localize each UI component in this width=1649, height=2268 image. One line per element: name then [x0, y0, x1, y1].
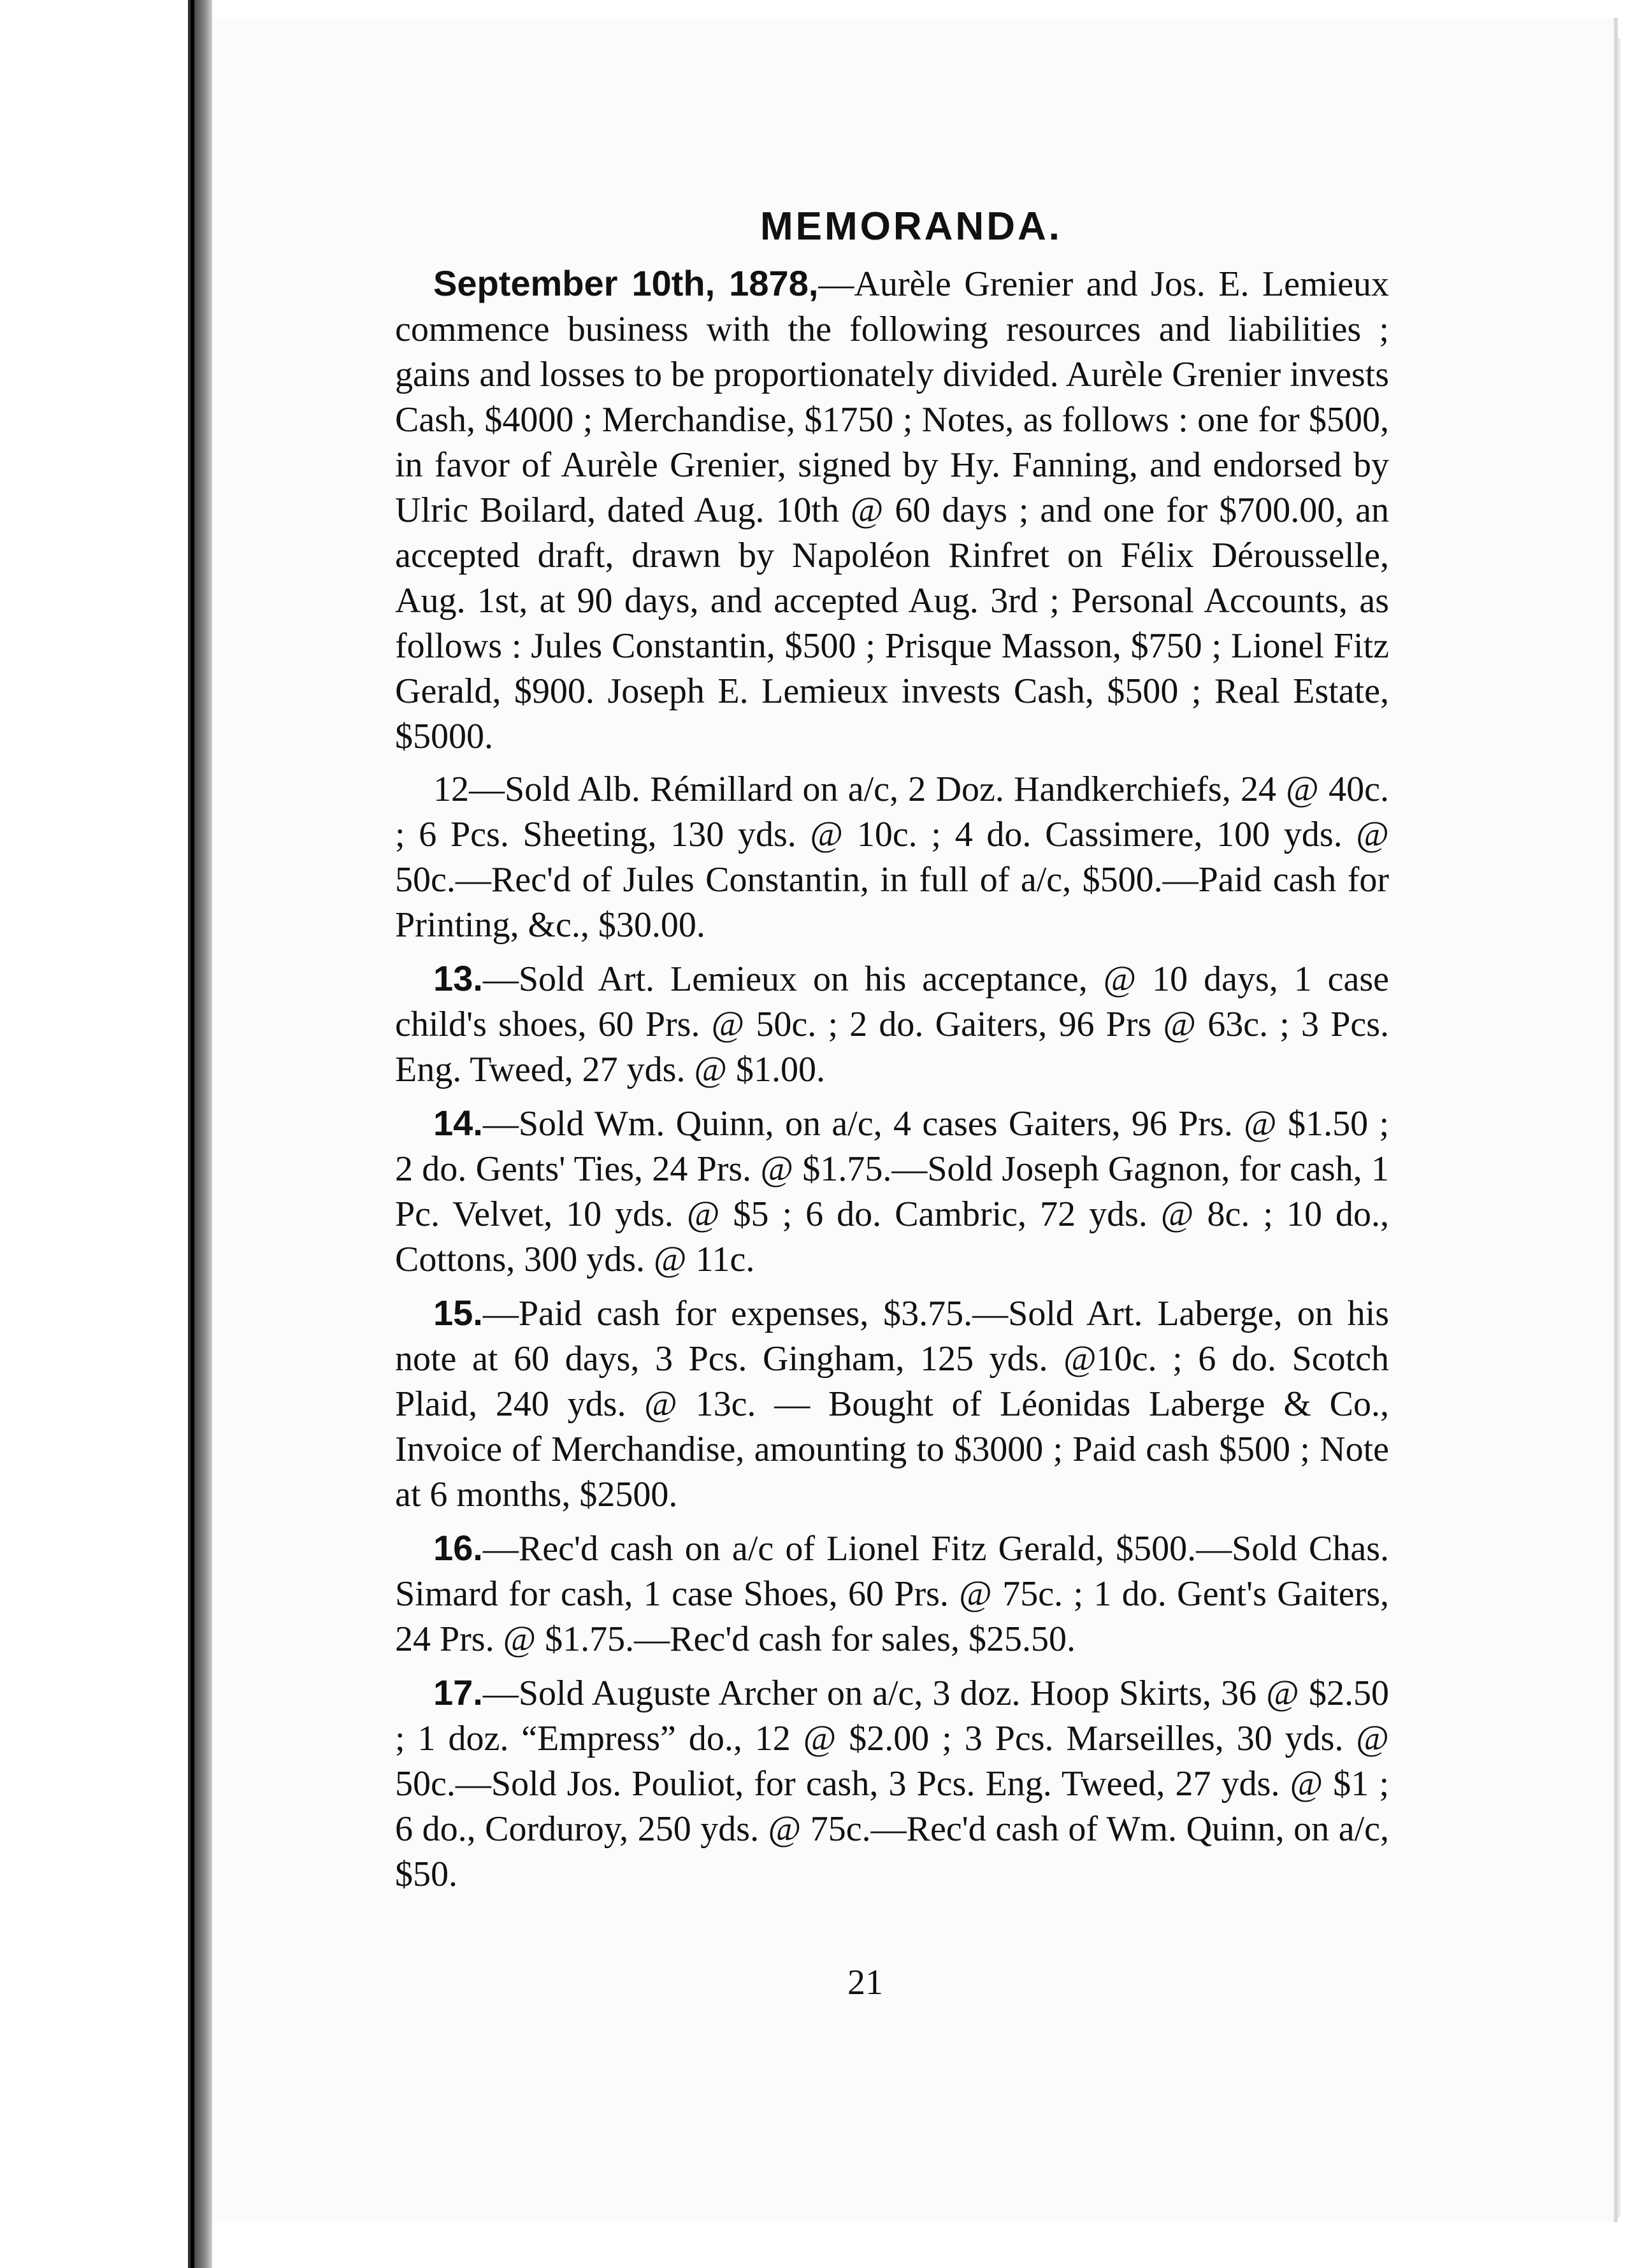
memo-entry	[395, 1670, 1389, 1897]
page-content	[395, 204, 1389, 1905]
facing-page-edge	[0, 0, 191, 2268]
entry-date: 16.	[433, 1528, 483, 1568]
entry-date: September 10th, 1878,	[433, 263, 819, 303]
entry-text: —Sold Art. Lemieux on his acceptance, @ 10 days, 1 case child's shoes, 60 Prs. @ 50c. ; 2 do. Gaiters, 96 Prs @ 63c. ; 3 Pcs. Eng. Tweed, 27 yds. @ $1.00.	[395, 959, 1389, 1089]
memo-entry	[395, 261, 1389, 759]
entry-text: —Rec'd cash on a/c of Lionel Fitz Gerald, $500.—Sold Chas. Simard for cash, 1 case Shoes, 60 Prs. @ 75c. ; 1 do. Gent's Gaiters, 24 Prs. @ $1.75.—Rec'd cash for sales, $25.50.	[395, 1529, 1389, 1659]
entry-text: —Aurèle Grenier and Jos. E. Lemieux commence business with the following resources and liabilities ; gains and losses to be proportionately divided. Aurèle Grenier invests Cash, $4000 ; Merchandise, $1750 ; Notes, as follows : one for $500, in favor of Aurèle Grenier, signed by Hy. Fanning, and endorsed by Ulric Boilard, dated Aug. 10th @ 60 days ; and one for $700.00, an accepted draft, drawn by Napoléon Rinfret on Félix Dérousselle, Aug. 1st, at 90 days, and accepted Aug. 3rd ; Personal Accounts, as follows : Jules Constantin, $500 ; Prisque Masson, $750 ; Lionel Fitz Gerald, $900. Joseph E. Lemieux invests Cash, $500 ; Real Estate, $5000.	[395, 264, 1389, 756]
book-gutter	[188, 0, 212, 2268]
entry-text: —Sold Wm. Quinn, on a/c, 4 cases Gaiters, 96 Prs. @ $1.50 ; 2 do. Gents' Ties, 24 Prs. @ $1.75.—Sold Joseph Gagnon, for cash, 1 Pc. Velvet, 10 yds. @ $5 ; 6 do. Cambric, 72 yds. @ 8c. ; 10 do., Cottons, 300 yds. @ 11c.	[395, 1104, 1389, 1279]
memo-entry	[395, 1525, 1389, 1662]
memo-entry	[395, 1100, 1389, 1282]
entry-text: —Sold Alb. Rémillard on a/c, 2 Doz. Handkerchiefs, 24 @ 40c. ; 6 Pcs. Sheeting, 130 yds. @ 10c. ; 4 do. Cassimere, 100 yds. @ 50c.—Rec'd of Jules Constantin, in full of a/c, $500.—Paid cash for Printing, &c., $30.00.	[395, 770, 1389, 945]
page-number: 21	[847, 1963, 883, 2002]
entry-text: —Sold Auguste Archer on a/c, 3 doz. Hoop Skirts, 36 @ $2.50 ; 1 doz. “Empress” do., 12 @ $2.00 ; 3 Pcs. Marseilles, 30 yds. @ 50c.—Sold Jos. Pouliot, for cash, 3 Pcs. Eng. Tweed, 27 yds. @ $1 ; 6 do., Corduroy, 250 yds. @ 75c.—Rec'd cash of Wm. Quinn, on a/c, $50.	[395, 1674, 1389, 1894]
memo-entry	[395, 956, 1389, 1093]
entry-date: 14.	[433, 1103, 483, 1143]
memo-entry	[395, 1290, 1389, 1518]
entry-date: 13.	[433, 958, 483, 998]
entry-date: 12	[433, 770, 469, 809]
entry-date: 15.	[433, 1293, 483, 1333]
entry-text: —Paid cash for expenses, $3.75.—Sold Art. Laberge, on his note at 60 days, 3 Pcs. Gingham, 125 yds. @10c. ; 6 do. Scotch Plaid, 240 yds. @ 13c. — Bought of Léonidas Laberge & Co., Invoice of Merchandise, amounting to $3000 ; Paid cash $500 ; Note at 6 months, $2500.	[395, 1294, 1389, 1514]
memo-entry	[395, 767, 1389, 948]
page-title: MEMORANDA.	[760, 205, 1062, 248]
entry-date: 17.	[433, 1672, 483, 1712]
